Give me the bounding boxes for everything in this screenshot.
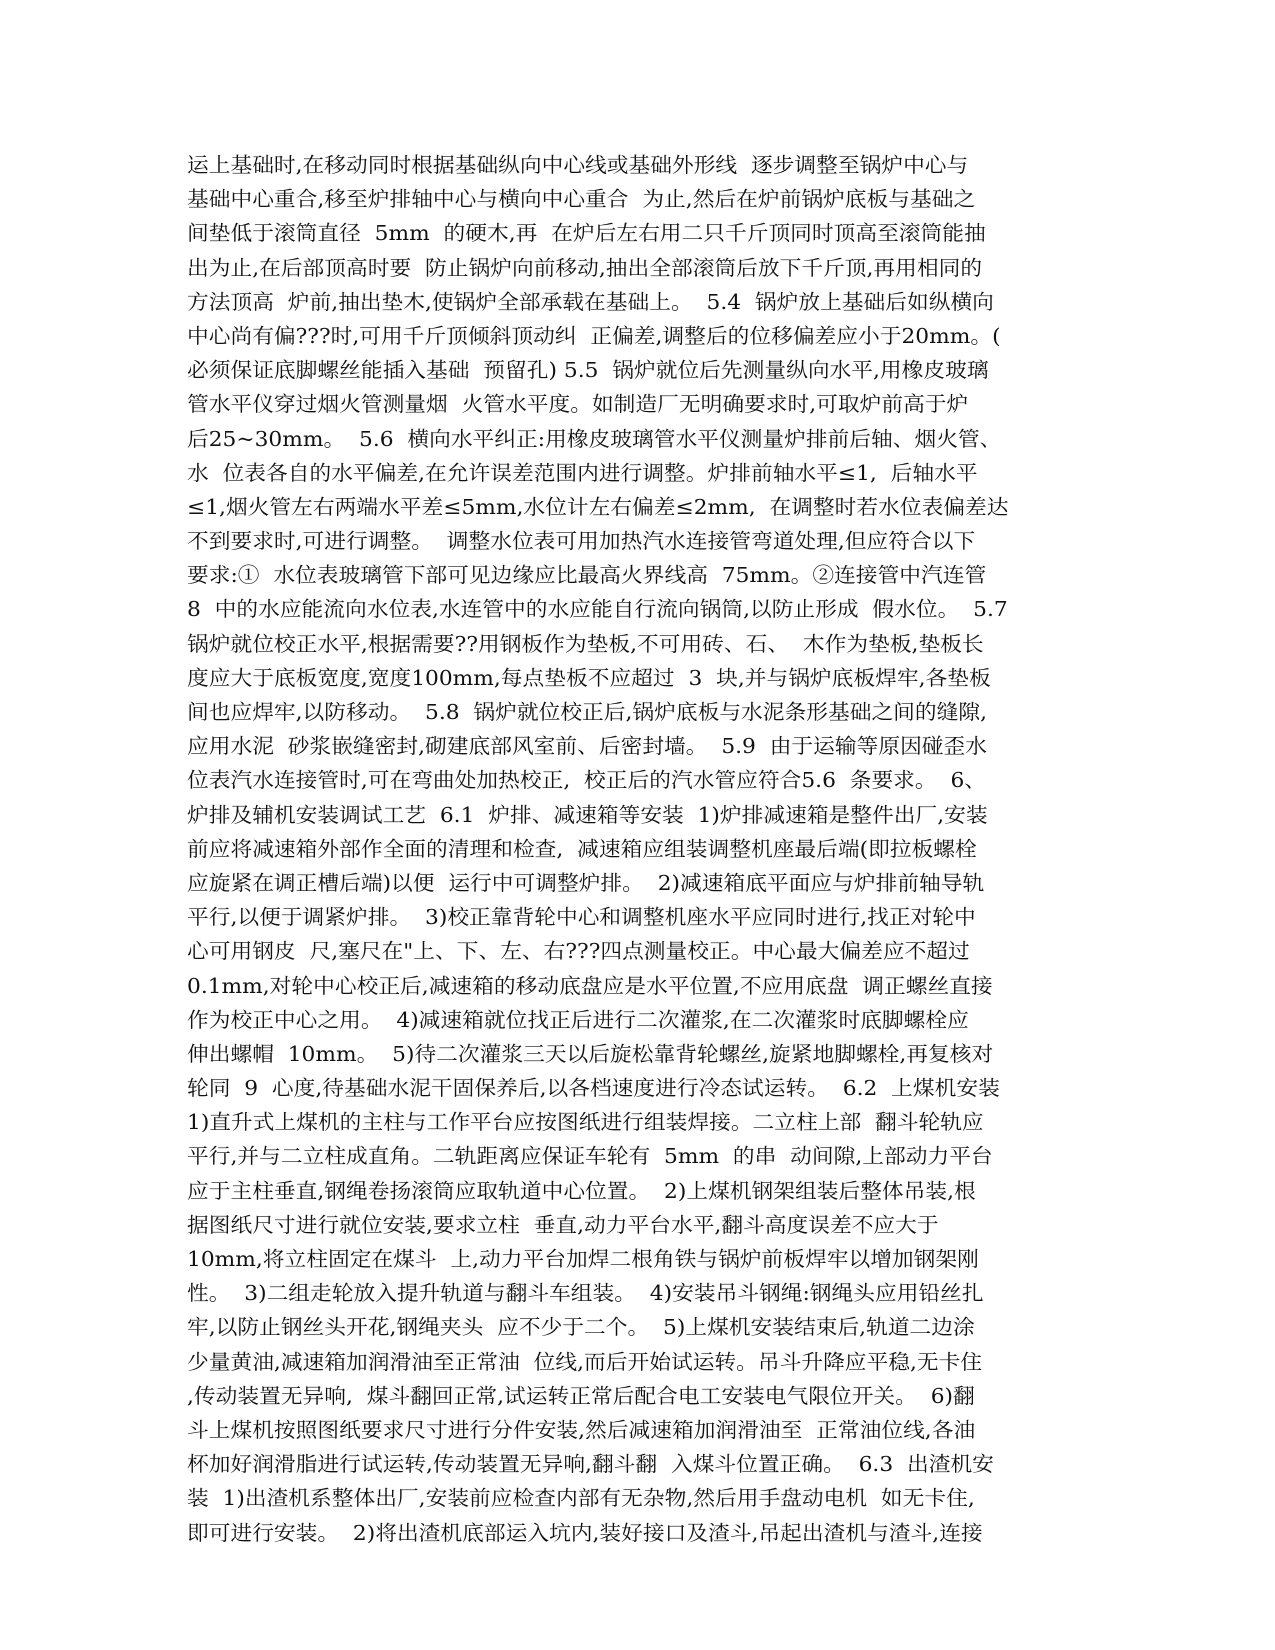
text-line: 前应将减速箱外部作全面的清理和检查, 减速箱应组装调整机座最后端(即拉板螺栓 <box>187 836 977 861</box>
body-text <box>187 148 1087 1550</box>
text-line: 不到要求时,可进行调整。 调整水位表可用加热汽水连接管弯道处理,但应符合以下 <box>187 529 976 554</box>
text-line: 中心尚有偏???时,可用千斤顶倾斜顶动纠 正偏差,调整后的位移偏差应小于20mm。( <box>187 323 1001 348</box>
text-line: 10mm,将立柱固定在煤斗 上,动力平台加焊二根角铁与锅炉前板焊牢以增加钢架刚 <box>187 1247 979 1271</box>
text-line: 锅炉就位校正水平,根据需要??用钢板作为垫板,不可用砖、石、 木作为垫板,垫板长 <box>187 631 984 656</box>
text-line: 平行,以便于调紧炉排。 3)校正靠背轮中心和调整机座水平应同时进行,找正对轮中 <box>187 905 976 930</box>
text-line: 出为止,在后部顶高时要 防止锅炉向前移动,抽出全部滚筒后放下千斤顶,再用相同的 <box>187 255 983 280</box>
text-line: 水 位表各自的水平偏差,在允许误差范围内进行调整。炉排前轴水平≤1, 后轴水平 <box>187 460 978 485</box>
text-line: 即可进行安装。 2)将出渣机底部运入坑内,装好接口及渣斗,吊起出渣机与渣斗,连接 <box>187 1520 983 1545</box>
text-line: 轮同 9 心度,待基础水泥干固保养后,以各档速度进行冷态试运转。 6.2 上煤机安装 <box>187 1076 1000 1101</box>
text-line: ,传动装置无异响, 煤斗翻回正常,试运转正常后配合电工安装电气限位开关。 6)翻 <box>187 1383 975 1408</box>
text-line: 运上基础时,在移动同时根据基础纵向中心线或基础外形线 逐步调整至锅炉中心与 <box>187 153 969 177</box>
text-line: 据图纸尺寸进行就位安装,要求立柱 垂直,动力平台水平,翻斗高度误差不应大于 <box>187 1212 939 1237</box>
text-line: 少量黄油,减速箱加润滑油至正常油 位线,而后开始试运转。吊斗升降应平稳,无卡住 <box>187 1349 983 1374</box>
text-line: 要求:① 水位表玻璃管下部可见边缘应比最高火界线高 75mm。②连接管中汽连管 <box>187 563 987 588</box>
text-line: 心可用钢皮 尺,塞尺在"上、下、左、右???四点测量校正。中心最大偏差应不超过 <box>187 939 970 964</box>
text-line: 应于主柱垂直,钢绳卷扬滚筒应取轨道中心位置。 2)上煤机钢架组装后整体吊装,根 <box>187 1178 976 1203</box>
text-line: 应用水泥 砂浆嵌缝密封,砌建底部风室前、后密封墙。 5.9 由于运输等原因碰歪水 <box>187 734 988 759</box>
text-line: 8 中的水应能流向水位表,水连管中的水应能自行流向锅筒,以防止形成 假水位。 5.7 <box>187 597 1008 622</box>
text-line: 斗上煤机按照图纸要求尺寸进行分件安装,然后减速箱加润滑油至 正常油位线,各油 <box>187 1417 976 1442</box>
text-line: 装 1)出渣机系整体出厂,安装前应检查内部有无杂物,然后用手盘动电机 如无卡住, <box>187 1486 975 1511</box>
text-line: 间也应焊牢,以防移动。 5.8 锅炉就位校正后,锅炉底板与水泥条形基础之间的缝隙, <box>187 700 988 724</box>
text-line: 杯加好润滑脂进行试运转,传动装置无异响,翻斗翻 入煤斗位置正确。 6.3 出渣机安 <box>187 1452 994 1477</box>
text-line: 后25~30mm。 5.6 横向水平纠正:用橡皮玻璃管水平仪测量炉排前后轴、烟火管、 <box>187 426 1002 451</box>
text-line: 管水平仪穿过烟火管测量烟 火管水平度。如制造厂无明确要求时,可取炉前高于炉 <box>187 392 969 417</box>
text-line: 1)直升式上煤机的主柱与工作平台应按图纸进行组装焊接。二立柱上部 翻斗轮轨应 <box>187 1110 984 1135</box>
text-line: 度应大于底板宽度,宽度100mm,每点垫板不应超过 3 块,并与锅炉底板焊牢,各垫板 <box>187 665 991 690</box>
text-line: 0.1mm,对轮中心校正后,减速箱的移动底盘应是水平位置,不应用底盘 调正螺丝直接 <box>187 973 993 998</box>
text-line: 必须保证底脚螺丝能插入基础 预留孔) 5.5 锅炉就位后先测量纵向水平,用橡皮玻璃 <box>187 358 989 383</box>
text-line: 方法顶高 炉前,抽出垫木,使锅炉全部承载在基础上。 5.4 锅炉放上基础后如纵横向 <box>187 289 994 314</box>
text-line: 性。 3)二组走轮放入提升轨道与翻斗车组装。 4)安装吊斗钢绳:钢绳头应用铅丝扎 <box>187 1281 984 1306</box>
text-line: ≤1,烟火管左右两端水平差≤5mm,水位计左右偏差≤2mm, 在调整时若水位表偏差达 <box>187 494 1009 519</box>
text-line: 位表汽水连接管时,可在弯曲处加热校正, 校正后的汽水管应符合5.6 条要求。 6、 <box>187 768 987 793</box>
text-line: 伸出螺帽 10mm。 5)待二次灌浆三天以后旋松靠背轮螺丝,旋紧地脚螺栓,再复核对 <box>187 1041 994 1066</box>
text-line: 应旋紧在调正槽后端)以便 运行中可调整炉排。 2)减速箱底平面应与炉排前轴导轨 <box>187 870 985 895</box>
text-line: 牢,以防止钢丝头开花,钢绳夹头 应不少于二个。 5)上煤机安装结束后,轨道二边涂 <box>187 1315 975 1340</box>
text-line: 平行,并与二立柱成直角。二轨距离应保证车轮有 5mm 的串 动间隙,上部动力平台 <box>187 1144 993 1169</box>
text-line: 作为校正中心之用。 4)减速箱就位找正后进行二次灌浆,在二次灌浆时底脚螺栓应 <box>187 1007 969 1032</box>
text-line: 炉排及辅机安装调试工艺 6.1 炉排、减速箱等安装 1)炉排减速箱是整件出厂,安装 <box>187 802 988 827</box>
text-line: 间垫低于滚筒直径 5mm 的硬木,再 在炉后左右用二只千斤顶同时顶高至滚筒能抽 <box>187 221 986 246</box>
text-line: 基础中心重合,移至炉排轴中心与横向中心重合 为止,然后在炉前锅炉底板与基础之 <box>187 187 976 212</box>
